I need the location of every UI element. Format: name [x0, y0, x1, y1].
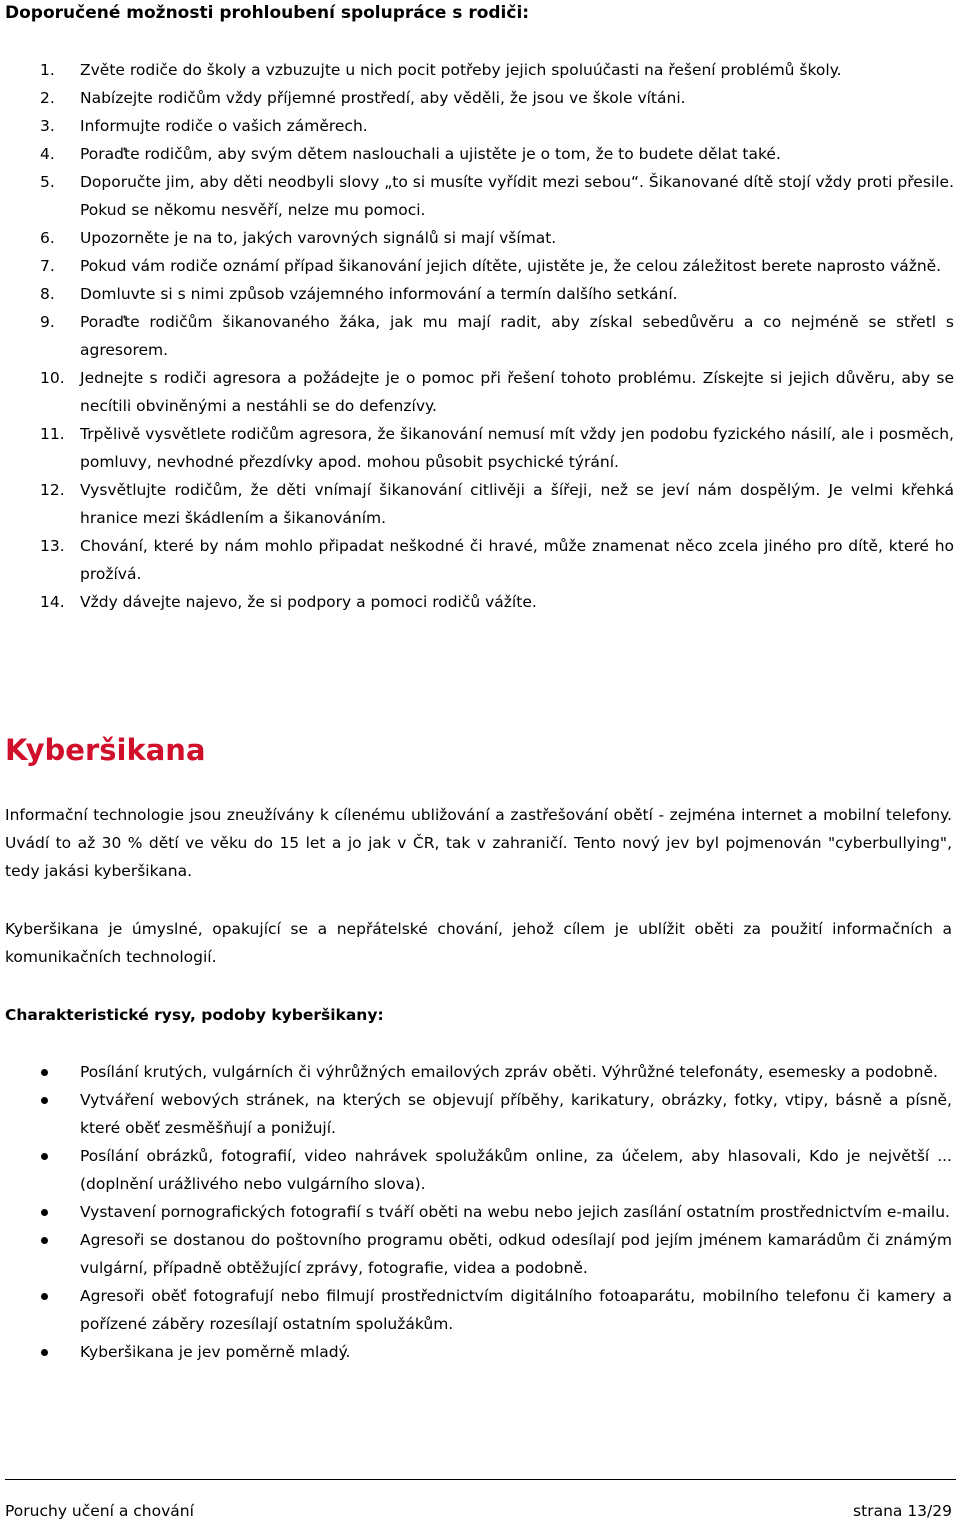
- list-item: [0, 56, 960, 84]
- bullet-icon: [41, 1153, 48, 1160]
- list-item-text: Zvěte rodiče do školy a vzbuzujte u nich pocit potřeby jejich spoluúčasti na řešení problémů školy.: [80, 61, 842, 79]
- bullet-text: Vystavení pornografických fotografií s tváří oběti na webu nebo jejich zasílání ostatním prostřednictvím e-mailu.: [80, 1203, 950, 1221]
- list-item: [0, 280, 960, 308]
- list-number: 13.: [40, 537, 65, 555]
- list-number: 2.: [40, 89, 55, 107]
- list-item: [0, 588, 960, 616]
- bullet-text: Agresoři se dostanou do poštovního programu oběti, odkud odesílají pod jejím jménem kamarádům či známým vulgární, případně obtěžující zprávy, fotografie, videa a podobně.: [80, 1231, 952, 1277]
- bullet-icon: [41, 1349, 48, 1356]
- list-item: [0, 476, 960, 532]
- list-item-text: Vždy dávejte najevo, že si podpory a pomoci rodičů vážíte.: [80, 593, 537, 611]
- bullet-text: Posílání obrázků, fotografií, video nahrávek spolužákům online, za účelem, aby hlasovali, Kdo je největší ... (doplnění urážlivého nebo vulgárního slova).: [80, 1147, 952, 1193]
- bullet-text: Posílání krutých, vulgárních či výhrůžných emailových zpráv oběti. Výhrůžné telefonáty, esemesky a podobně.: [80, 1063, 938, 1081]
- footer-divider: [5, 1479, 956, 1480]
- list-number: 9.: [40, 313, 55, 331]
- list-item: [0, 420, 960, 476]
- bullet-icon: [41, 1293, 48, 1300]
- footer-document-title: Poruchy učení a chování: [5, 1502, 194, 1520]
- list-item-text: Domluvte si s nimi způsob vzájemného informování a termín dalšího setkání.: [80, 285, 678, 303]
- bullet-item: [0, 1058, 960, 1086]
- list-number: 4.: [40, 145, 55, 163]
- list-number: 11.: [40, 425, 65, 443]
- list-number: 6.: [40, 229, 55, 247]
- bullet-item: [0, 1198, 960, 1226]
- list-item-text: Doporučte jim, aby děti neodbyli slovy „to si musíte vyřídit mezi sebou“. Šikanované dítě stojí vždy proti přesile. Pokud se někomu nesvěří, nelze mu pomoci.: [80, 173, 954, 219]
- list-item-text: Jednejte s rodiči agresora a požádejte je o pomoc při řešení tohoto problému. Získejte si jejich důvěru, aby se necítili obviněnými a nestáhli se do defenzívy.: [80, 369, 954, 415]
- section-title: Kyberšikana: [5, 733, 206, 767]
- bullet-icon: [41, 1237, 48, 1244]
- top-heading: Doporučené možnosti prohloubení spolupráce s rodiči:: [5, 3, 530, 23]
- definition-paragraph: Kyberšikana je úmyslné, opakující se a nepřátelské chování, jehož cílem je ublížit oběti za použití informačních a komunikačních technologií.: [5, 920, 952, 966]
- list-item-text: Poraďte rodičům šikanovaného žáka, jak mu mají radit, aby získal sebedůvěru a co nejméně se střetl s agresorem.: [80, 313, 954, 359]
- list-item-text: Nabízejte rodičům vždy příjemné prostředí, aby věděli, že jsou ve škole vítáni.: [80, 89, 686, 107]
- list-item: [0, 112, 960, 140]
- list-item-text: Poraďte rodičům, aby svým dětem naslouchali a ujistěte je o tom, že to budete dělat také.: [80, 145, 781, 163]
- list-number: 12.: [40, 481, 65, 499]
- intro-paragraph: Informační technologie jsou zneužívány k cílenému ubližování a zastřešování obětí - zejména internet a mobilní telefony. Uvádí to až 30 % dětí ve věku do 15 let a jo jak v ČR, tak v zahraničí. Tento nový jev byl pojmenován "cyberbullying", tedy jakási kyberšikana.: [5, 806, 952, 880]
- bullet-text: Vytváření webových stránek, na kterých se objevují příběhy, karikatury, obrázky, fotky, vtipy, básně a písně, které oběť zesměšňují a ponižují.: [80, 1091, 952, 1137]
- bullet-text: Agresoři oběť fotografují nebo filmují prostřednictvím digitálního fotoaparátu, mobilního telefonu či kamery a pořízené záběry rozesílají ostatním spolužákům.: [80, 1287, 952, 1333]
- list-number: 10.: [40, 369, 65, 387]
- list-item: [0, 308, 960, 364]
- list-item-text: Vysvětlujte rodičům, že děti vnímají šikanování citlivěji a šířeji, než se jeví nám dospělým. Je velmi křehká hranice mezi škádlením a šikanováním.: [80, 481, 954, 527]
- bullet-item: [0, 1282, 960, 1338]
- list-number: 5.: [40, 173, 55, 191]
- list-item: [0, 532, 960, 588]
- bullet-text: Kyberšikana je jev poměrně mladý.: [80, 1343, 351, 1361]
- bullet-item: [0, 1086, 960, 1142]
- bullet-item: [0, 1226, 960, 1282]
- list-item-text: Trpělivě vysvětlete rodičům agresora, že šikanování nemusí mít vždy jen podobu fyzického násilí, ale i posměch, pomluvy, nevhodné přezdívky apod. mohou působit psychické týrání.: [80, 425, 954, 471]
- parent-cooperation-list: [0, 56, 960, 616]
- list-item: [0, 84, 960, 112]
- list-number: 14.: [40, 593, 65, 611]
- bullet-item: [0, 1142, 960, 1198]
- list-number: 3.: [40, 117, 55, 135]
- list-number: 1.: [40, 61, 55, 79]
- list-item: [0, 140, 960, 168]
- sub-heading: Charakteristické rysy, podoby kyberšikany:: [5, 1006, 384, 1024]
- list-number: 8.: [40, 285, 55, 303]
- list-item-text: Upozorněte je na to, jakých varovných signálů si mají všímat.: [80, 229, 557, 247]
- bullet-icon: [41, 1209, 48, 1216]
- list-item-text: Pokud vám rodiče oznámí případ šikanování jejich dítěte, ujistěte je, že celou záležitost berete naprosto vážně.: [80, 257, 942, 275]
- bullet-icon: [41, 1097, 48, 1104]
- list-item: [0, 252, 960, 280]
- list-number: 7.: [40, 257, 55, 275]
- characteristics-list: [0, 1058, 960, 1366]
- footer-page-number: strana 13/29: [853, 1502, 952, 1520]
- list-item: [0, 224, 960, 252]
- bullet-icon: [41, 1069, 48, 1076]
- bullet-item: [0, 1338, 960, 1366]
- list-item-text: Informujte rodiče o vašich záměrech.: [80, 117, 368, 135]
- list-item-text: Chování, které by nám mohlo připadat neškodné či hravé, může znamenat něco zcela jiného pro dítě, které ho prožívá.: [80, 537, 954, 583]
- list-item: [0, 364, 960, 420]
- list-item: [0, 168, 960, 224]
